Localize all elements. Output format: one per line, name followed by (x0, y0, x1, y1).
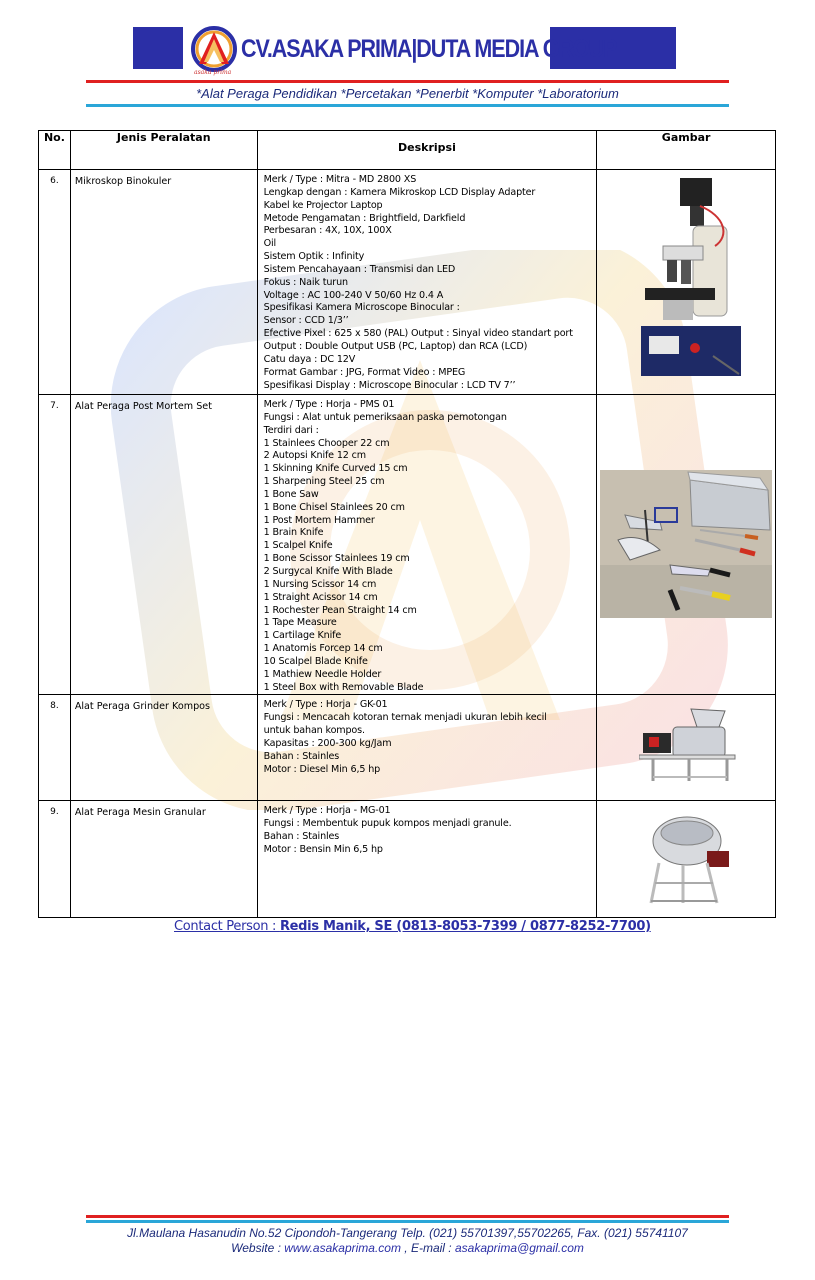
description-line: Sistem Pencahayaan : Transmisi dan LED (263, 263, 456, 275)
description-line: Efective Pixel : 625 x 580 (PAL) Output : Sinyal video standart port (263, 328, 573, 340)
description-line: Merk / Type : Mitra - MD 2800 XS (263, 174, 417, 185)
granulator-image (647, 811, 733, 907)
description-line: 2 Surgycal Knife With Blade (263, 565, 393, 577)
description-line: 1 Stainlees Chooper 22 cm (263, 437, 390, 449)
description-line: Terdiri dari : (263, 424, 319, 436)
description-line: 1 Scalpel Knife (263, 540, 333, 552)
table-row (39, 395, 776, 695)
contact-label: Contact Person : (174, 919, 280, 934)
col-header-deskripsi: Deskripsi (257, 131, 597, 170)
description-line: Spesifikasi Kamera Microscope Binocular : (263, 302, 460, 314)
description-line: Voltage : AC 100-240 V 50/60 Hz 0.4 A (263, 289, 444, 301)
equipment-image-cell (597, 695, 776, 801)
header-divider-blue (86, 104, 729, 107)
row-number: 6. (39, 170, 71, 395)
description-line: 1 Sharpening Steel 25 cm (263, 476, 385, 488)
footer-divider-red (86, 1215, 729, 1218)
header-left-bar (133, 27, 183, 69)
description-line: Bahan : Stainles (263, 831, 340, 843)
description-line: 1 Skinning Knife Curved 15 cm (263, 463, 408, 475)
description-line: Fungsi : Mencacah kotoran ternak menjadi ukuran lebih kecil (263, 712, 547, 724)
grinder-image (639, 705, 739, 783)
col-header-gambar: Gambar (597, 131, 776, 170)
description-line: 1 Bone Saw (263, 488, 319, 500)
equipment-name: Alat Peraga Mesin Granular (70, 801, 257, 918)
email-label: , E-mail : (400, 1241, 455, 1255)
description-line: 1 Tape Measure (263, 617, 337, 629)
description-line: Fokus : Naik turun (263, 276, 348, 288)
logo-caption: asaka prima (194, 69, 232, 76)
equipment-description (257, 395, 597, 695)
description-line: Fungsi : Membentuk pupuk kompos menjadi granule. (263, 818, 512, 830)
row-number: 9. (39, 801, 71, 918)
description-line: 1 Mathiew Needle Holder (263, 668, 382, 680)
description-line: Merk / Type : Horja - MG-01 (263, 805, 391, 817)
footer-address: Jl.Maulana Hasanudin No.52 Cipondoh-Tangerang Telp. (021) 55701397,55702265, Fax. (021) 55741107 (127, 1226, 688, 1240)
description-line: 1 Bone Chisel Stainlees 20 cm (263, 501, 405, 513)
equipment-table (38, 130, 776, 918)
description-line: Lengkap dengan : Kamera Mikroskop LCD Display Adapter (263, 186, 536, 198)
table-header-row (39, 131, 776, 170)
equipment-image-cell (597, 801, 776, 918)
email-link[interactable]: asakaprima@gmail.com (454, 1241, 584, 1255)
equipment-name: Alat Peraga Grinder Kompos (70, 695, 257, 801)
description-line: Perbesaran : 4X, 10X, 100X (263, 225, 392, 237)
description-line: Merk / Type : Horja - PMS 01 (263, 399, 395, 410)
description-line: 1 Rochester Pean Straight 14 cm (263, 604, 417, 616)
description-line: 1 Nursing Scissor 14 cm (263, 578, 377, 590)
post-mortem-set-image (600, 470, 772, 618)
description-line: 1 Cartilage Knife (263, 630, 342, 642)
description-line: Metode Pengamatan : Brightfield, Darkfield (263, 212, 466, 224)
description-line: 1 Bone Scissor Stainlees 19 cm (263, 553, 410, 565)
description-line: Fungsi : Alat untuk pemeriksaan paska pemotongan (263, 411, 507, 423)
footer-contact (86, 1241, 729, 1255)
header-tagline: *Alat Peraga Pendidikan *Percetakan *Penerbit *Komputer *Laboratorium (196, 86, 619, 101)
description-line: 1 Steel Box with Removable Blade (263, 681, 424, 693)
row-number: 7. (39, 395, 71, 695)
description-line: 2 Autopsi Knife 12 cm (263, 450, 366, 462)
description-line: Kabel ke Projector Laptop (263, 199, 383, 211)
company-logo-icon (190, 24, 238, 74)
equipment-image-cell (597, 395, 776, 695)
equipment-description (257, 695, 597, 801)
description-line: Merk / Type : Horja - GK-01 (263, 699, 388, 711)
description-line: Oil (263, 238, 277, 250)
website-link[interactable]: www.asakaprima.com (284, 1241, 401, 1255)
company-title: CV.ASAKA PRIMA|DUTA MEDIA GROUP (241, 35, 617, 63)
equipment-image-cell (597, 170, 776, 395)
description-line: Output : Double Output USB (PC, Laptop) dan RCA (LCD) (263, 340, 528, 352)
description-line: Spesifikasi Display : Microscope Binocular : LCD TV 7’’ (263, 379, 516, 391)
description-line: Sensor : CCD 1/3’’ (263, 315, 349, 327)
equipment-description (257, 801, 597, 918)
equipment-description (257, 170, 597, 395)
description-line: Sistem Optik : Infinity (263, 251, 365, 263)
description-line: Format Gambar : JPG, Format Video : MPEG (263, 366, 466, 378)
col-header-no: No. (39, 131, 71, 170)
contact-value: Redis Manik, SE (0813-8053-7399 / 0877-8252-7700) (279, 919, 651, 934)
equipment-name: Alat Peraga Post Mortem Set (70, 395, 257, 695)
microscope-image (635, 176, 745, 390)
table-row (39, 801, 776, 918)
description-line: 1 Post Mortem Hammer (263, 514, 375, 526)
contact-person (174, 919, 651, 934)
table-row (39, 695, 776, 801)
row-number: 8. (39, 695, 71, 801)
description-line: Kapasitas : 200-300 kg/Jam (263, 737, 392, 749)
description-line: 1 Anatomis Forcep 14 cm (263, 643, 383, 655)
header-divider-red (86, 80, 729, 83)
description-line: 1 Straight Acissor 14 cm (263, 591, 378, 603)
table-row (39, 170, 776, 395)
description-line: Catu daya : DC 12V (263, 353, 356, 365)
description-line: untuk bahan kompos. (263, 725, 365, 737)
equipment-name: Mikroskop Binokuler (70, 170, 257, 395)
col-header-jenis: Jenis Peralatan (70, 131, 257, 170)
website-label: Website : (231, 1241, 285, 1255)
description-line: Bahan : Stainles (263, 750, 340, 762)
description-line: Motor : Diesel Min 6,5 hp (263, 763, 381, 775)
description-line: Motor : Bensin Min 6,5 hp (263, 843, 383, 855)
description-line: 10 Scalpel Blade Knife (263, 655, 368, 667)
footer-divider-blue (86, 1220, 729, 1223)
description-line: 1 Brain Knife (263, 527, 324, 539)
